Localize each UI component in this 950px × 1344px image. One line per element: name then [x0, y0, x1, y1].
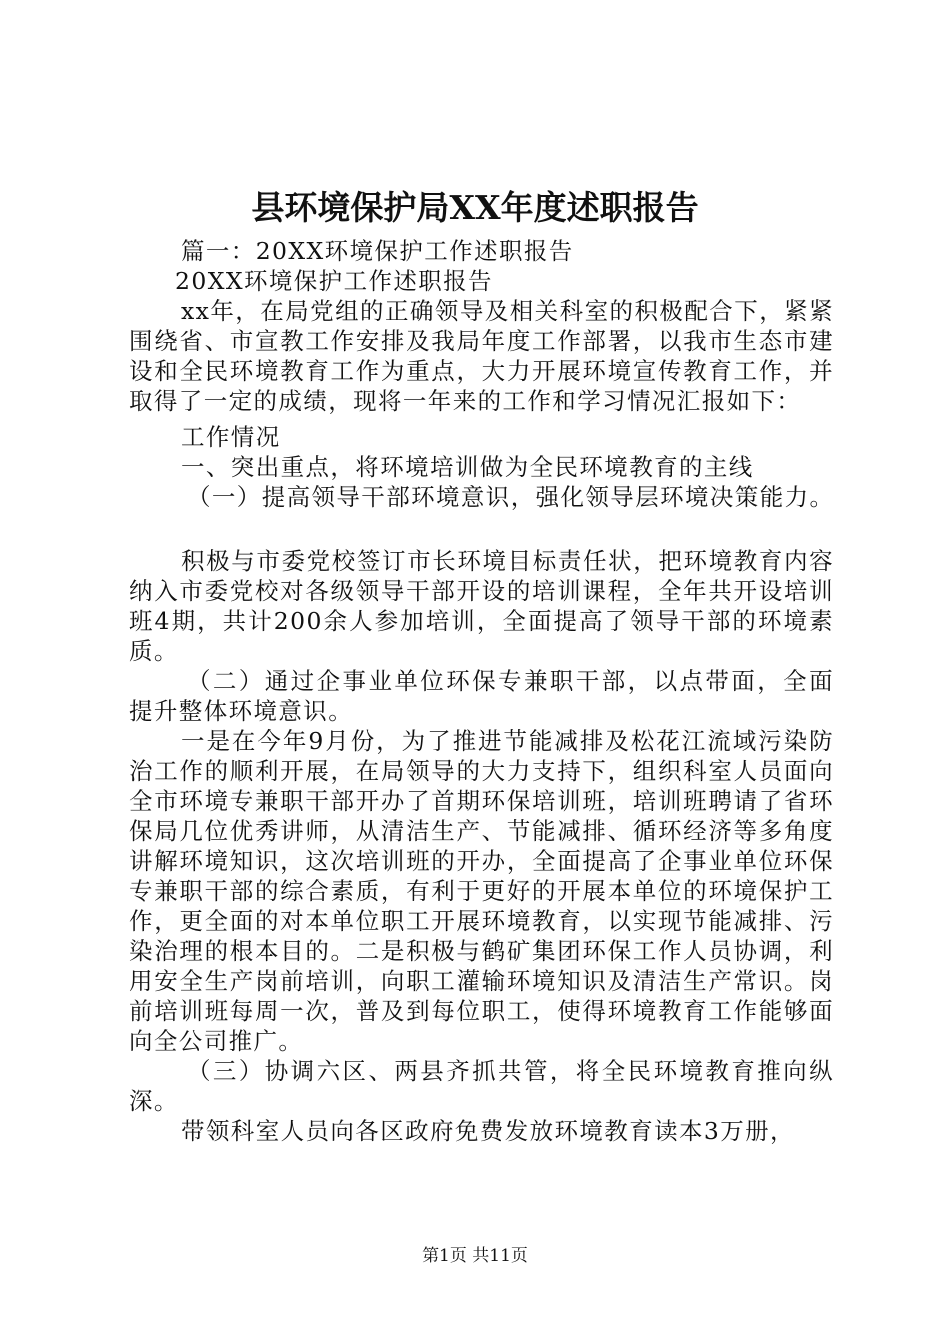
section-heading: 篇一：20XX环境保护工作述职报告 — [181, 237, 574, 265]
document-title: 县环境保护局XX年度述职报告 — [251, 188, 699, 227]
subpoint-one-body: 积极与市委党校签订市长环境目标责任状，把环境教育内容纳入市委党校对各级领导干部开设的培训课程，全年共开设培训班4期，共计200余人参加培训，全面提高了领导干部的环境素质。 — [129, 547, 834, 665]
point-one-heading: 一、突出重点，将环境培训做为全民环境教育的主线 — [181, 453, 754, 481]
subtitle: 20XX环境保护工作述职报告 — [175, 267, 493, 295]
intro-paragraph: xx年，在局党组的正确领导及相关科室的积极配合下，紧紧围绕省、市宣教工作安排及我局年度工作部署，以我市生态市建设和全民环境教育工作为重点，大力开展环境宣传教育工作，并取得了一定的成绩，现将一年来的工作和学习情况汇报如下： — [129, 297, 834, 415]
subpoint-three-body: 带领科室人员向各区政府免费发放环境教育读本3万册， — [181, 1117, 795, 1145]
document-body — [129, 236, 834, 1146]
work-status-heading: 工作情况 — [181, 423, 281, 451]
page-footer: 第1页 共11页 — [422, 1246, 528, 1266]
subpoint-three-heading: （三）协调六区、两县齐抓共管，将全民环境教育推向纵深。 — [129, 1057, 834, 1115]
subpoint-two-heading: （二）通过企事业单位环保专兼职干部，以点带面，全面提升整体环境意识。 — [129, 667, 834, 725]
subpoint-one-heading: （一）提高领导干部环境意识，强化领导层环境决策能力。 — [187, 483, 835, 511]
subpoint-two-body: 一是在今年9月份，为了推进节能减排及松花江流域污染防治工作的顺利开展，在局领导的大力支持下，组织科室人员面向全市环境专兼职干部开办了首期环保培训班，培训班聘请了省环保局几位优秀讲师，从清洁生产、节能减排、循环经济等多角度讲解环境知识，这次培训班的开办，全面提高了企事业单位环保专兼职干部的综合素质，有利于更好的开展本单位的环境保护工作，更全面的对本单位职工开展环境教育，以实现节能减排、污染治理的根本目的。二是积极与鹤矿集团环保工作人员协调，利用安全生产岗前培训，向职工灌输环境知识及清洁生产常识。岗前培训班每周一次，普及到每位职工，使得环境教育工作能够面向全公司推广。 — [129, 727, 834, 1055]
paragraph-gap — [129, 512, 834, 546]
